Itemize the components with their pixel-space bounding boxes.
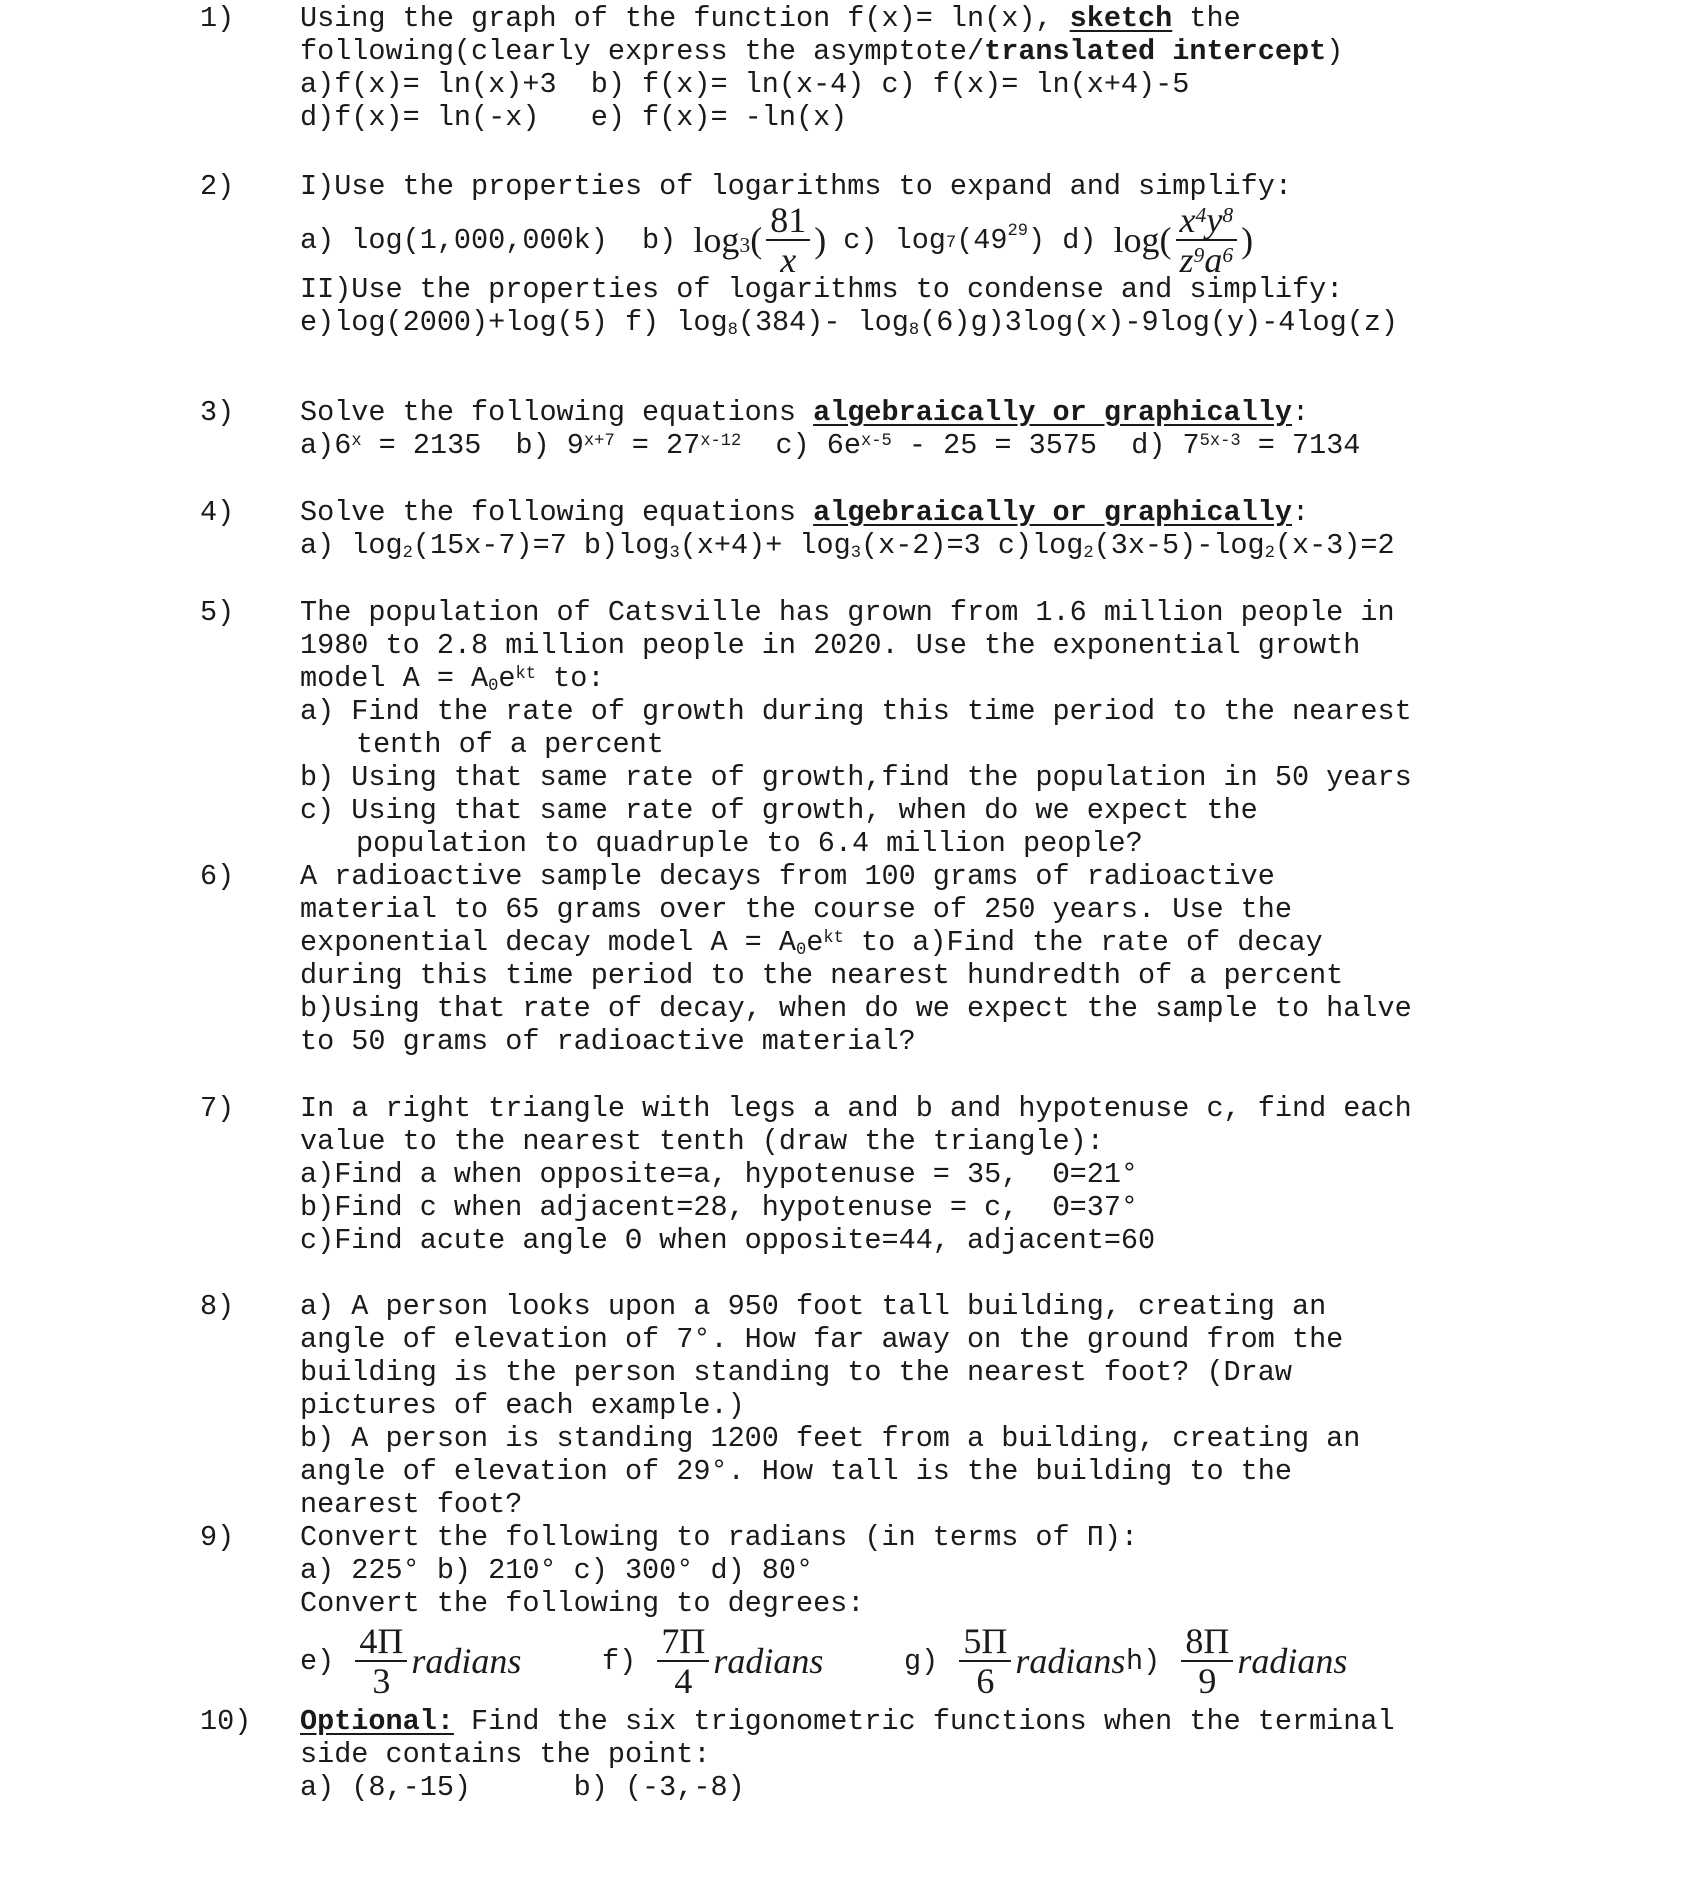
text: 8: [908, 321, 920, 341]
text: (384)- log: [737, 306, 909, 339]
text: 3: [850, 544, 861, 564]
emphasis: translated intercept: [984, 35, 1327, 68]
text: 6: [1222, 243, 1234, 268]
text: Solve the following equations: [300, 396, 814, 429]
text: the: [1172, 2, 1241, 35]
text: following(clearly express the asymptote/: [300, 35, 985, 68]
text: log(: [1113, 219, 1172, 260]
fraction: [959, 1622, 1011, 1700]
text: Convert the following to radians (in terms of Π):: [300, 1521, 1139, 1554]
fraction: [766, 201, 810, 279]
text: x+7: [583, 432, 615, 452]
question-number: 1): [200, 2, 235, 35]
text: ): [814, 219, 827, 260]
numerator: 8Π: [1181, 1622, 1233, 1662]
text: 2: [1083, 544, 1094, 564]
text: :: [1291, 496, 1310, 529]
text: x: [1179, 200, 1196, 240]
text: h): [1126, 1644, 1178, 1678]
text: kt: [515, 665, 537, 685]
text: b) Using that same rate of growth,find the population in 50 years: [300, 761, 1412, 794]
math-expression: log $_3$ ( $\frac{81}{x}$ ): [693, 200, 827, 280]
text: angle of elevation of 29°. How tall is the building to the: [300, 1455, 1292, 1488]
text: Convert the following to degrees:: [300, 1587, 865, 1620]
text: a)f(x)= ln(x)+3 b) f(x)= ln(x-4) c) f(x)= ln(x+4)-5: [300, 68, 1190, 101]
fraction: [355, 1622, 407, 1700]
text: a) A person looks upon a 950 foot tall building, creating an: [300, 1290, 1327, 1323]
text: building is the person standing to the nearest foot? (Draw: [300, 1356, 1292, 1389]
item-e: [300, 1622, 602, 1700]
text: z: [1179, 240, 1194, 280]
text: a) 225° b) 210° c) 300° d) 80°: [300, 1554, 814, 1587]
text: x-5: [861, 432, 892, 452]
text: pictures of each example.): [300, 1389, 745, 1422]
numerator: 81: [766, 201, 810, 241]
text: a) Find the rate of growth during this time period to the nearest: [300, 695, 1412, 728]
question-text: [300, 396, 1660, 462]
question-text: [300, 1521, 1660, 1701]
text: (3x-5)-log: [1093, 529, 1265, 562]
text: 2: [402, 544, 413, 564]
text: to:: [536, 662, 605, 695]
text: kt: [823, 929, 844, 949]
question-number: 2): [200, 170, 235, 203]
text: The population of Catsville has grown from 1.6 million people in: [300, 596, 1395, 629]
text: A radioactive sample decays from 100 grams of radioactive: [300, 860, 1275, 893]
text: e: [806, 926, 824, 959]
text: 5x-3: [1199, 432, 1241, 452]
emphasis: sketch: [1069, 2, 1173, 35]
text: value to the nearest tenth (draw the triangle):: [300, 1125, 1104, 1158]
question-number: 6): [200, 860, 235, 893]
text: nearest foot?: [300, 1488, 523, 1521]
text: 1980 to 2.8 million people in 2020. Use the exponential growth: [300, 629, 1361, 662]
denominator: 6: [976, 1661, 995, 1701]
text: b) A person is standing 1200 feet from a building, creating an: [300, 1422, 1361, 1455]
item-h: [1126, 1622, 1347, 1700]
text: 9: [1193, 243, 1205, 268]
text: f): [602, 1644, 654, 1678]
fraction: [657, 1622, 709, 1700]
text: radians: [411, 1640, 522, 1681]
text: = 2135 b) 9: [361, 429, 584, 462]
math-expression: [1114, 201, 1254, 279]
text: 0: [488, 677, 499, 697]
text: (: [750, 219, 763, 260]
denominator: x: [780, 240, 797, 280]
text: radians: [1237, 1640, 1348, 1681]
text: radians: [1015, 1640, 1126, 1681]
text: Find the six trigonometric functions when the terminal: [453, 1705, 1395, 1738]
text: e): [300, 1644, 352, 1678]
item-g: [904, 1622, 1126, 1700]
numerator: 5Π: [959, 1622, 1011, 1662]
text: Solve the following equations: [300, 496, 814, 529]
question-number: 10): [200, 1705, 252, 1738]
text: side contains the point:: [300, 1738, 711, 1771]
question-number: 7): [200, 1092, 235, 1125]
fraction: [1176, 201, 1238, 279]
text: (6)g)3log(x)-9log(y)-4log(z): [919, 306, 1399, 339]
question-text: [300, 1705, 1660, 1804]
text: e: [498, 662, 516, 695]
text: = 7134: [1240, 429, 1361, 462]
question-number: 5): [200, 596, 235, 629]
text: radians: [713, 1640, 824, 1681]
fraction: [1181, 1622, 1233, 1700]
text: I)Use the properties of logarithms to expand and simplify:: [300, 170, 1292, 203]
text: :: [1291, 396, 1310, 429]
text: population to quadruple to 6.4 million people?: [356, 827, 1143, 860]
question-text: [300, 2, 1660, 134]
text: (x-3)=2: [1274, 529, 1395, 562]
question-number: 9): [200, 1521, 235, 1554]
text: material to 65 grams over the course of 250 years. Use the: [300, 893, 1292, 926]
text: a) (8,-15) b) (-3,-8): [300, 1771, 745, 1804]
numerator: 7Π: [657, 1622, 709, 1662]
numerator: 4Π: [355, 1622, 407, 1662]
question-number: 3): [200, 396, 235, 429]
text: a) log(1,000,000k) b): [300, 223, 694, 257]
text: x: [351, 432, 362, 452]
question-number: 4): [200, 496, 235, 529]
text: (49: [956, 223, 1008, 257]
denominator: 3: [372, 1661, 391, 1701]
text: tenth of a percent: [356, 728, 664, 761]
text: a)6: [300, 429, 352, 462]
question-text: [300, 496, 1660, 562]
radians-row: [300, 1621, 1660, 1701]
text: 4: [1195, 203, 1207, 228]
text: b)Find c when adjacent=28, hypotenuse = c, Θ=37°: [300, 1191, 1139, 1224]
text: - 25 = 3575 d) 7: [891, 429, 1200, 462]
text: (x+4)+ log: [679, 529, 851, 562]
text: ): [1241, 219, 1254, 260]
text: II)Use the properties of logarithms to condense and simplify:: [300, 273, 1344, 306]
text: a) log: [300, 529, 403, 562]
text: 0: [795, 941, 807, 961]
text: to 50 grams of radioactive material?: [300, 1025, 916, 1058]
text: 2: [1264, 544, 1275, 564]
text: c) Using that same rate of growth, when do we expect the: [300, 794, 1258, 827]
text: g): [904, 1644, 956, 1678]
question-text: [300, 170, 1660, 339]
text: during this time period to the nearest hundredth of a percent: [300, 959, 1344, 992]
text: y: [1206, 200, 1223, 240]
text: ) d): [1028, 223, 1114, 257]
text: model A = A: [300, 662, 489, 695]
text: (x-2)=3 c)log: [861, 529, 1084, 562]
text: Using the graph of the function f(x)= ln(x),: [300, 2, 1070, 35]
text: log: [693, 219, 740, 260]
text: 3: [669, 544, 680, 564]
math-row: a) log(1,000,000k) b) log $_3$ ( $\frac{81}{x}$ ) c) log $_7$ (49 $^{29}$ ) d) log( $\frac{x^4y^8}{z^9a^6}$ ): [300, 200, 1254, 280]
text: e)log(2000)+log(5) f) log: [300, 306, 728, 339]
emphasis: Optional:: [300, 1705, 454, 1738]
text: exponential decay model A = A: [300, 926, 796, 959]
text: c) log: [826, 223, 946, 257]
emphasis: algebraically or graphically: [813, 396, 1292, 429]
emphasis: algebraically or graphically: [813, 496, 1292, 529]
text: to a)Find the rate of decay: [843, 926, 1323, 959]
text: = 27: [614, 429, 701, 462]
text: a: [1204, 240, 1223, 280]
numerator: [1176, 201, 1238, 241]
question-text: [300, 860, 1660, 1058]
text: 8: [1222, 203, 1234, 228]
denominator: 9: [1198, 1661, 1217, 1701]
text: 8: [727, 321, 738, 341]
text: c)Find acute angle Θ when opposite=44, adjacent=60: [300, 1224, 1156, 1257]
denominator: 4: [674, 1661, 693, 1701]
text: ): [1326, 35, 1344, 68]
text: (15x-7)=7 b)log: [412, 529, 670, 562]
text: angle of elevation of 7°. How far away on the ground from the: [300, 1323, 1344, 1356]
text: In a right triangle with legs a and b and hypotenuse c, find each: [300, 1092, 1412, 1125]
text: c) 6e: [741, 429, 861, 462]
question-text: [300, 596, 1660, 860]
text: a)Find a when opposite=a, hypotenuse = 35, Θ=21°: [300, 1158, 1139, 1191]
question-number: 8): [200, 1290, 235, 1323]
item-f: [602, 1622, 904, 1700]
question-text: [300, 1290, 1660, 1521]
text: x-12: [700, 432, 742, 452]
question-text: [300, 1092, 1660, 1257]
text: b)Using that rate of decay, when do we expect the sample to halve: [300, 992, 1412, 1025]
text: d)f(x)= ln(-x) e) f(x)= -ln(x): [300, 101, 848, 134]
